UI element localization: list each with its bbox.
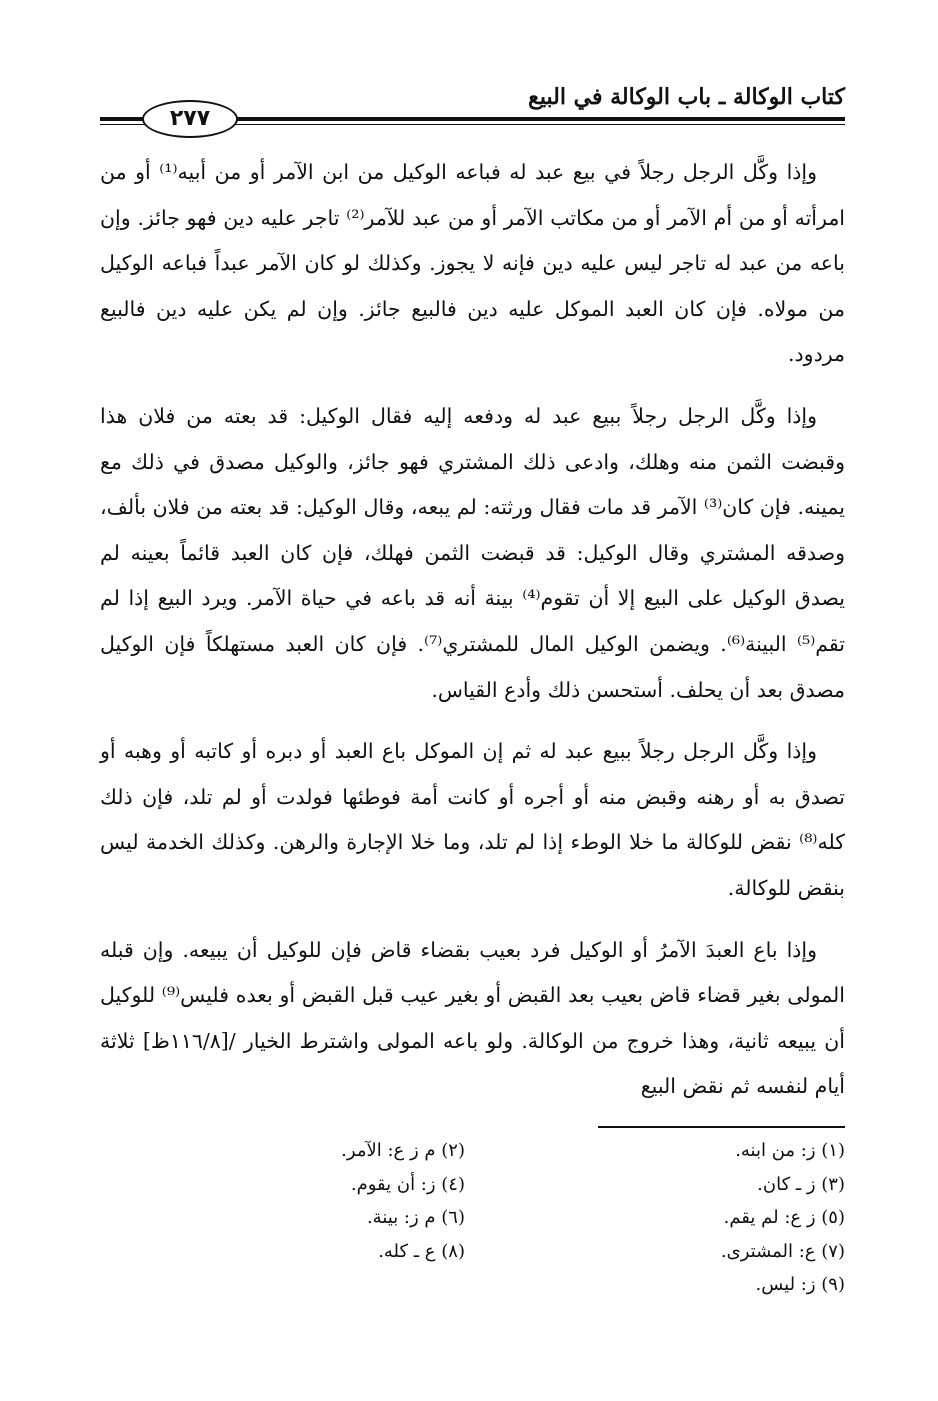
footnote-8: (٨) ع ـ كله.: [378, 1240, 465, 1262]
footnote-separator: [598, 1126, 845, 1128]
footnote-4: (٤) ز: أن يقوم.: [350, 1173, 465, 1195]
footnote-9: (٩) ز: ليس.: [755, 1274, 845, 1295]
paragraph-1: وإذا وكَّل الرجل رجلاً في بيع عبد له فباعه الوكيل من ابن الآمر أو من أبيه⁽¹⁾ أو من امرأته أو من أم الآمر أو من مكاتب الآمر أو من عبد للآمر⁽²⁾ تاجر عليه دين فهو جائز. وإن باعه من عبد له تاجر ليس عليه دين فإنه لا يجوز. وكذلك لو كان الآمر عبداً فباعه الوكيل من مولاه. فإن كان العبد الموكل عليه دين فالبيع جائز. وإن لم يكن عليه دين فالبيع مردود.: [100, 160, 845, 367]
footnotes: [100, 1140, 845, 1308]
footnote-row: [100, 1207, 845, 1241]
footnote-6: (٦) م ز: بينة.: [366, 1207, 465, 1228]
footnote-row: [100, 1241, 845, 1275]
footnote-5: (٥) ز ع: لم يقم.: [723, 1207, 845, 1228]
footnote-7: (٧) ع: المشترى.: [720, 1240, 845, 1262]
paragraph-2: وإذا وكَّل الرجل رجلاً ببيع عبد له ودفعه إليه فقال الوكيل: قد بعته من فلان هذا وقبضت الثمن منه وهلك، وادعى ذلك المشتري فهو جائز، والوكيل مصدق في ذلك مع يمينه. فإن كان⁽³⁾ الآمر قد مات فقال ورثته: لم يبعه، وقال الوكيل: قد بعته من فلان بألف، وصدقه المشتري وقال الوكيل: قد قبضت الثمن فهلك، فإن كان العبد قائماً بعينه لم يصدق الوكيل على البيع إلا أن تقوم⁽⁴⁾ بينة أنه قد باعه في حياة الآمر. ويرد البيع إذا لم تقم⁽⁵⁾ البينة⁽⁶⁾. ويضمن الوكيل المال للمشتري⁽⁷⁾. فإن كان العبد مستهلكاً فإن الوكيل مصدق بعد أن يحلف. أستحسن ذلك وأدع القياس.: [100, 403, 845, 702]
paragraph-4: وإذا باع العبدَ الآمرُ أو الوكيل فرد بعيب بقضاء قاض فإن للوكيل أن يبيعه. وإن قبله المولى بغير قضاء قاض بعيب بعد القبض أو بغير عيب قبل القبض أو بعده فليس⁽⁹⁾ للوكيل أن يبيعه ثانية، وهذا خروج من الوكالة. ولو باعه المولى واشترط الخيار /[١١٦/٨ظ] ثلاثة أيام لنفسه ثم نقض البيع: [100, 937, 845, 1099]
footnote-3: (٣) ز ـ كان.: [757, 1173, 845, 1195]
page-number: ٢٧٧: [142, 100, 238, 138]
page-header: [100, 80, 845, 130]
footnote-2: (٢) م ز ع: الآمر.: [341, 1140, 465, 1161]
paragraph-3: وإذا وكَّل الرجل رجلاً ببيع عبد له ثم إن الموكل باع العبد أو دبره أو كاتبه أو وهبه أو تصدق به أو رهنه وقبض منه أو أجره أو كانت أمة فوطئها فولدت أو لم تلد، فإن ذلك كله⁽⁸⁾ نقض للوكالة ما خلا الوطء إذا لم تلد، وما خلا الإجارة والرهن. وكذلك الخدمة ليس بنقض للوكالة.: [100, 739, 845, 900]
running-title: كتاب الوكالة ـ باب الوكالة في البيع: [528, 84, 845, 110]
body-text: [100, 150, 845, 1126]
footnote-row: [100, 1140, 845, 1174]
footnote-1: (١) ز: من ابنه.: [735, 1140, 845, 1161]
footnote-row: [100, 1274, 845, 1308]
footnote-row: [100, 1174, 845, 1208]
